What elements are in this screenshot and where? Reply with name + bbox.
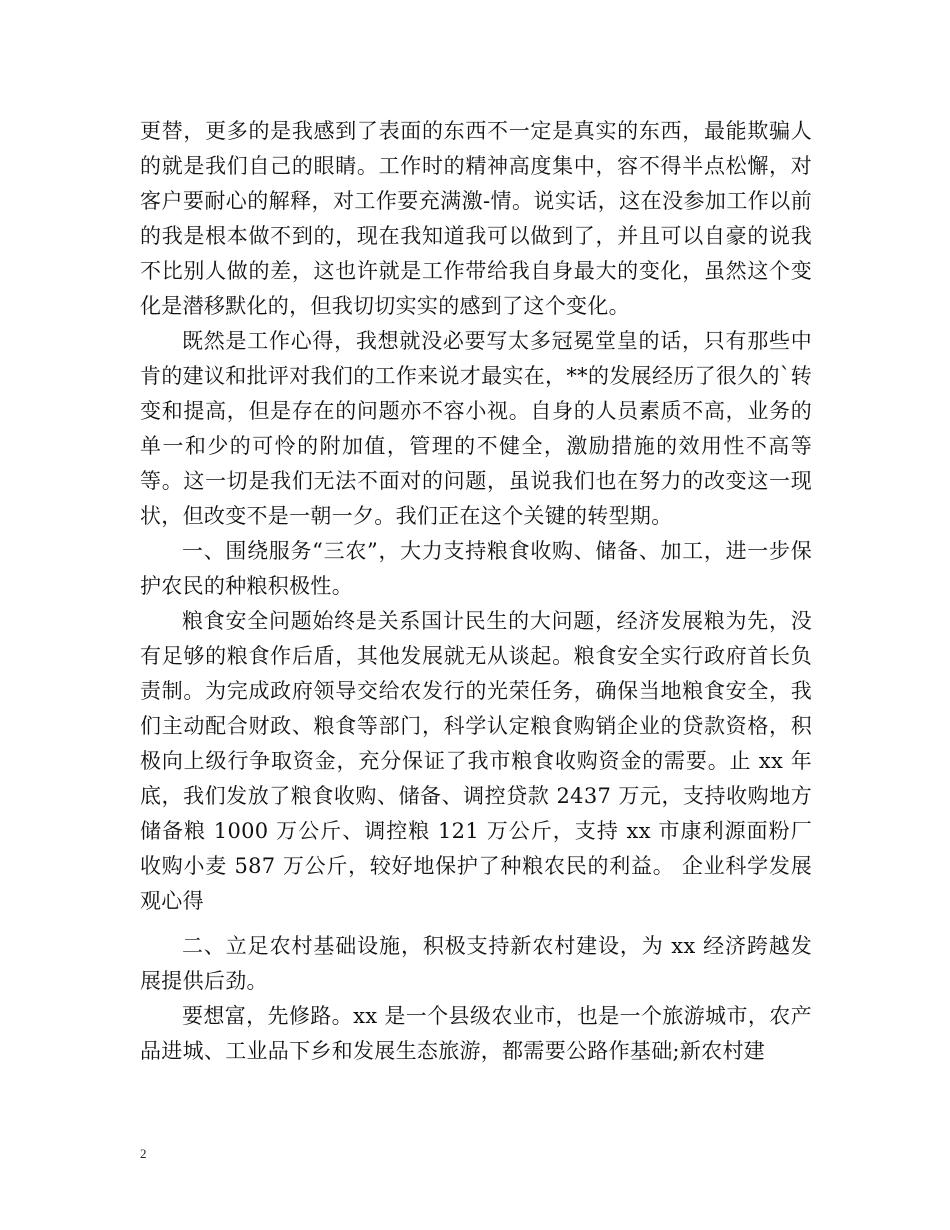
section-heading-1: 一、围绕服务“三农”，大力支持粮食收购、储备、加工，进一步保护农民的种粮积极性。 [140, 539, 812, 598]
paragraph-1: 更替，更多的是我感到了表面的东西不一定是真实的东西，最能欺骗人的就是我们自己的眼睛。工作时的精神高度集中，容不得半点松懈，对客户要耐心的解释，对工作要充满激-情。说实话，这在没参加工作以前的我是根本做不到的，现在我知道我可以做到了，并且可以自豪的说我不比别人做的差，这也许就是工作带给我自身最大的变化，虽然这个变化是潜移默化的，但我切切实实的感到了这个变化。 [140, 119, 812, 318]
section-heading-2: 二、立足农村基础设施，积极支持新农村建设，为 xx 经济跨越发展提供后劲。 [140, 934, 812, 993]
paragraph-4: 要想富，先修路。xx 是一个县级农业市，也是一个旅游城市，农产品进城、工业品下乡和发展生态旅游，都需要公路作基础;新农村建 [140, 1004, 812, 1063]
body-text [140, 114, 812, 1069]
paragraph-2: 既然是工作心得，我想就没必要写太多冠冕堂皇的话，只有那些中肯的建议和批评对我们的工作来说才最实在，**的发展经历了很久的`转变和提高，但是存在的问题亦不容小视。自身的人员素质不高，业务的单一和少的可怜的附加值，管理的不健全，激励措施的效用性不高等等。这一切是我们无法不面对的问题，虽说我们也在努力的改变这一现状，但改变不是一朝一夕。我们正在这个关键的转型期。 [140, 329, 812, 528]
paragraph-3: 粮食安全问题始终是关系国计民生的大问题，经济发展粮为先，没有足够的粮食作后盾，其他发展就无从谈起。粮食安全实行政府首长负责制。为完成政府领导交给农发行的光荣任务，确保当地粮食安全，我们主动配合财政、粮食等部门，科学认定粮食购销企业的贷款资格，积极向上级行争取资金，充分保证了我市粮食收购资金的需要。止 xx 年底，我们发放了粮食收购、储备、调控贷款 2437 万元，支持收购地方储备粮 1000 万公斤、调控粮 121 万公斤，支持 xx 市康利源面粉厂收购小麦 587 万公斤，较好地保护了种粮农民的利益。 企业科学发展观心得 [140, 609, 812, 913]
page-number: 2 [140, 1146, 147, 1161]
